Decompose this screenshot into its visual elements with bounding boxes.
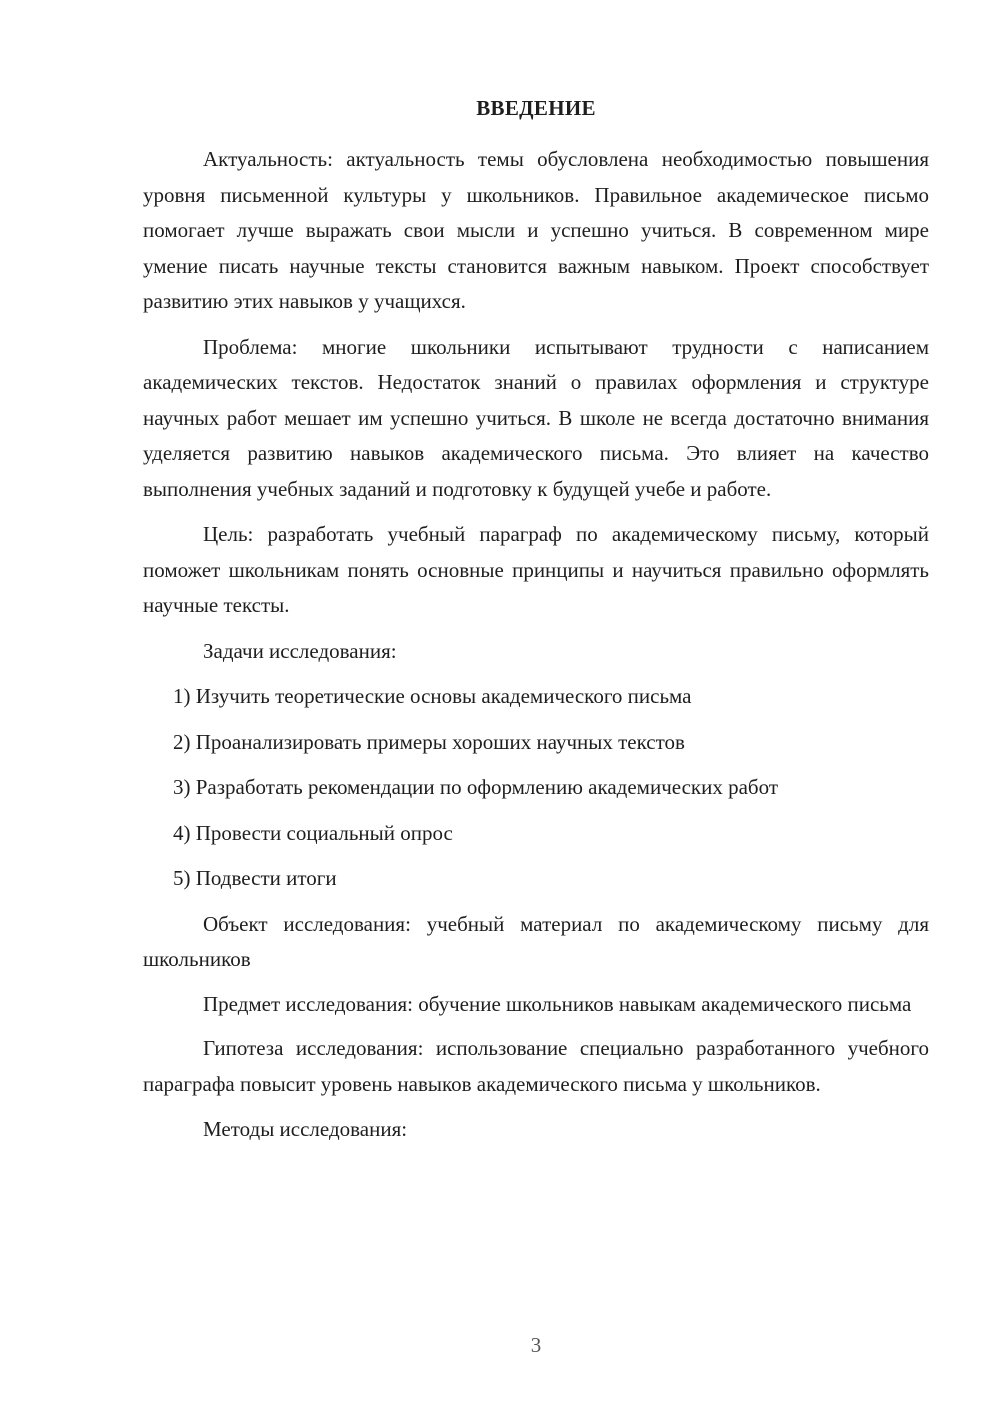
paragraph-hypothesis: Гипотеза исследования: использование специально разработанного учебного параграфа повысит уровень навыков академического письма у школьников.: [143, 1036, 929, 1096]
paragraph-object: Объект исследования: учебный материал по академическому письму для школьников: [143, 911, 929, 971]
task-item-3: 3) Разработать рекомендации по оформлению академических работ: [173, 775, 779, 799]
tasks-heading: Задачи исследования:: [203, 638, 397, 663]
paragraph-problem: Проблема: многие школьники испытывают трудности с написанием академических текстов. Недостаток знаний о правилах оформления и структуре научных работ мешает им успешно учиться. В школе не всегда достаточно внимания уделяется развитию навыков академического письма. Это влияет на качество выполнения учебных заданий и подготовку к будущей учебе и работе.: [143, 334, 929, 501]
task-item-5: 5) Подвести итоги: [173, 866, 337, 890]
page-number: 3: [530, 1333, 542, 1357]
paragraph-relevance: Актуальность: актуальность темы обусловлена необходимостью повышения уровня письменной культуры у школьников. Правильное академическое письмо помогает лучше выражать свои мысли и успешно учиться. В современном мире умение писать научные тексты становится важным навыком. Проект способствует развитию этих навыков у учащихся.: [143, 147, 929, 313]
paragraph-subject: Предмет исследования: обучение школьников навыкам академического письма: [203, 991, 912, 1016]
task-item-1: 1) Изучить теоретические основы академического письма: [173, 684, 692, 708]
task-item-4: 4) Провести социальный опрос: [173, 820, 453, 845]
paragraph-goal: Цель: разработать учебный параграф по академическому письму, который поможет школьникам понять основные принципы и научиться правильно оформлять научные тексты.: [143, 522, 929, 617]
task-item-2: 2) Проанализировать примеры хороших научных текстов: [173, 729, 685, 754]
document-body: [143, 142, 929, 1158]
page-title: ВВЕДЕНИЕ: [476, 96, 596, 120]
methods-heading: Методы исследования:: [203, 1117, 408, 1141]
